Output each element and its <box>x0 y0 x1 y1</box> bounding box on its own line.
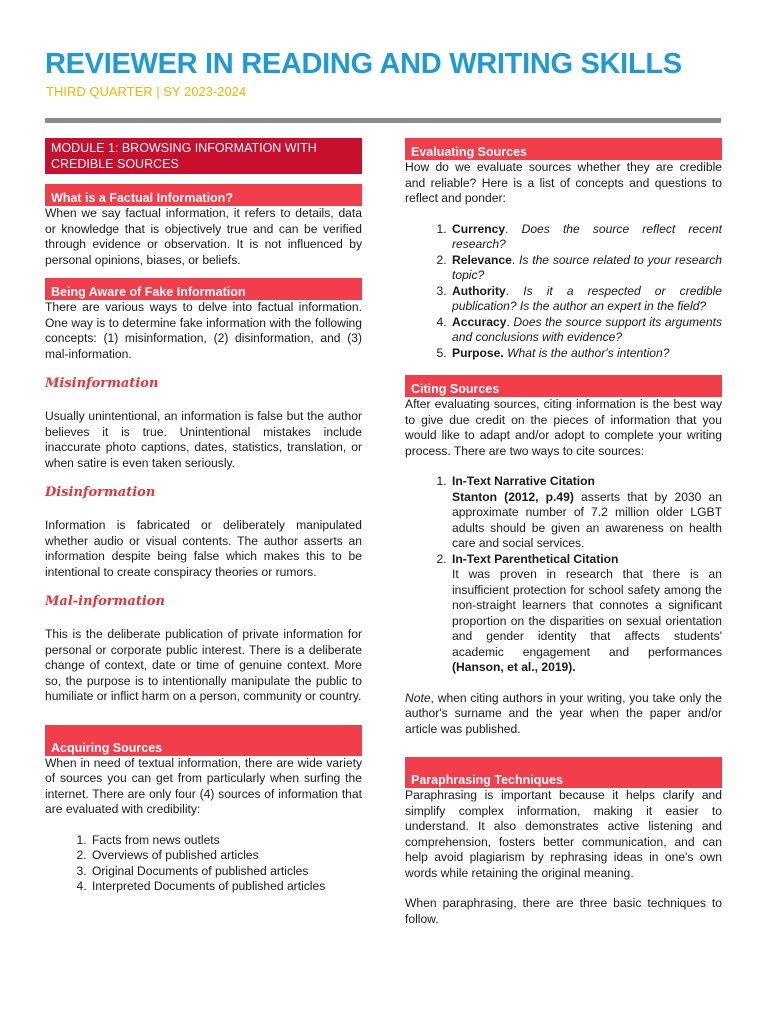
citing-body: After evaluating sources, citing information is the best way to give due credit on the pieces of information that you would like to adapt and/or adopt to complete your writing process. There are two ways to cite sources: <box>405 397 722 458</box>
paraphrasing-heading: Paraphrasing Techniques <box>405 757 722 788</box>
list-item: 4. Interpreted Documents of published articles <box>90 879 362 895</box>
header-rule <box>45 118 721 123</box>
malinformation-heading: Mal-information <box>45 594 165 609</box>
evaluating-body: How do we evaluate sources whether they are credible and reliable? Here is a list of concepts and questions to reflect and ponder: <box>405 160 722 205</box>
evaluating-heading: Evaluating Sources <box>405 138 722 160</box>
list-item <box>450 552 722 676</box>
parenthetical-title: 2. In-Text Parenthetical Citation <box>452 551 619 566</box>
right-column <box>405 138 722 927</box>
fake-info-heading: Being Aware of Fake Information <box>45 278 362 300</box>
document-title: REVIEWER IN READING AND WRITING SKILLS <box>45 48 682 80</box>
narrative-title: 1. In-Text Narrative Citation <box>452 474 595 488</box>
list-item: 1. Facts from news outlets <box>90 833 362 849</box>
acquiring-heading: Acquiring Sources <box>45 725 362 756</box>
citing-note: Note, when citing authors in your writing, you take only the author's surname and the year when the paper and/or article was published. <box>405 690 722 736</box>
list-item: 2. Relevance. Is the source related to your research topic? <box>450 253 722 284</box>
misinformation-heading: Misinformation <box>45 376 159 391</box>
disinformation-body: Information is fabricated or deliberately manipulated whether audio or visual contents. The author asserts an information despite being false which makes this to be intentional to create conspiracy theories or rumors. <box>45 518 362 579</box>
malinformation-body: This is the deliberate publication of private information for personal or corporate public interest. There is a deliberate change of context, date or time of genuine context. More so, the purpose is to intentionally manipulate the public to humiliate or inflict harm on a person, community or country. <box>45 627 362 703</box>
list-item: 5. Purpose. What is the author's intention? <box>450 346 722 362</box>
paraphrasing-body-2: When paraphrasing, there are three basic techniques to follow. <box>405 896 722 926</box>
list-item: 3. Original Documents of published articles <box>90 864 362 880</box>
fake-info-body: There are various ways to delve into factual information. One way is to determine fake information with the following concepts: (1) misinformation, (2) disinformation, and (3) mal-information. <box>45 300 362 361</box>
list-item: 4. Accuracy. Does the source support its arguments and conclusions with evidence? <box>450 315 722 346</box>
misinformation-body: Usually unintentional, an information is false but the author believes it is true. Unintentional mistakes include inaccurate photo captions, dates, statistics, translation, or when satire is even taken seriously. <box>45 409 362 470</box>
parenthetical-example: It was proven in research that there is an insufficient protection for school safety among the non-straight learners that connotes a significant proportion on the disparities on sexual orientation and gender identity that affects students' academic engagement and performances (Hanson, et al., 2019). <box>452 567 722 674</box>
left-column <box>45 138 362 895</box>
list-item: 2. Overviews of published articles <box>90 848 362 864</box>
evaluation-list <box>405 222 722 362</box>
factual-heading: What is a Factual Information? <box>45 184 362 206</box>
disinformation-heading: Disinformation <box>45 485 156 500</box>
list-item: 3. Authority. Is it a respected or credible publication? Is the author an expert in the field? <box>450 284 722 315</box>
paraphrasing-body: Paraphrasing is important because it helps clarify and simplify complex information, making it easier to understand. It also demonstrates active listening and comprehension, fosters better communication, and can help avoid plagiarism by rephrasing ideas in one's own words while retaining the original meaning. <box>405 788 722 880</box>
module-heading: MODULE 1: BROWSING INFORMATION WITH CREDIBLE SOURCES <box>45 138 362 174</box>
acquiring-body: When in need of textual information, there are wide variety of sources you can get from particularly when surfing the internet. There are only four (4) sources of information that are evaluated with credibility: <box>45 755 362 816</box>
sources-list <box>45 833 362 895</box>
citing-heading: Citing Sources <box>405 375 722 397</box>
factual-body: When we say factual information, it refers to details, data or knowledge that is objectively true and can be verified through evidence or observation. It is not influenced by personal opinions, biases, or beliefs. <box>45 206 362 267</box>
list-item <box>450 474 722 552</box>
narrative-example: Stanton (2012, p.49) asserts that by 2030 an approximate number of 7.2 million older LGBT adults should be given an awareness on health care and social services. <box>452 489 722 550</box>
document-subtitle: THIRD QUARTER | SY 2023-2024 <box>46 84 247 99</box>
list-item: 1. Currency. Does the source reflect recent research? <box>450 222 722 253</box>
citation-list <box>405 474 722 676</box>
